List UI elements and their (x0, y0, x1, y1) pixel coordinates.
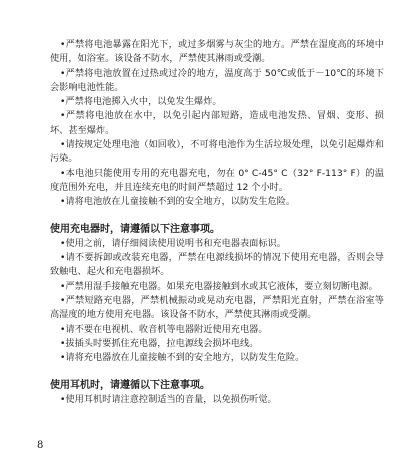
battery-item-7: •请将电池放在儿童接触不到的安全地方，以防发生危险。 (60, 196, 296, 208)
charger-item-6: •拔插头时要抓住充电器，拉电源线会损坏电线。 (60, 337, 259, 349)
battery-item-4: •严禁将电池放在水中，以免引起内部短路，造成电池发热、冒烟、变形、损坏、甚至爆炸。 (50, 110, 384, 136)
battery-item-2: •严禁将电池放置在过热或过冷的地方，温度高于 50℃或低于－10℃的环境下会影响电池性能。 (50, 67, 384, 93)
charger-item-5: •请不要在电视机、收音机等电器附近使用充电器。 (60, 323, 268, 335)
battery-item-6: •本电池只能使用专用的充电器充电，勿在 0° C-45° C（32° F-113° F）的温度范围外充电，并且连续充电的时间严禁超过 12 个小时。 (50, 167, 384, 193)
charger-item-7: •请将充电器放在儿童接触不到的安全地方，以防发生危险。 (60, 352, 305, 364)
earphone-heading: 使用耳机时，请遵循以下注意事项。 (50, 379, 210, 391)
charger-item-2: •请不要拆卸或改装充电器，严禁在电源线损坏的情况下使用充电器，否则会导致触电、起火和充电器损坏。 (50, 252, 384, 278)
manual-page (50, 38, 384, 407)
charger-precautions (50, 223, 384, 366)
charger-item-3: •严禁用湿手接触充电器。如果充电器接触到水或其它液体，要立刻切断电源。 (60, 280, 378, 292)
page-number: 8 (37, 440, 44, 451)
section-gap (50, 366, 384, 379)
charger-heading: 使用充电器时，请遵循以下注意事项。 (50, 223, 220, 235)
battery-precautions (50, 38, 384, 210)
charger-item-1: •使用之前，请仔细阅读使用说明书和充电器表面标识。 (60, 237, 286, 249)
earphone-item-1: •使用耳机时请注意控制适当的音量，以免损伤听觉。 (60, 393, 277, 405)
battery-item-1: •严禁将电池暴露在阳光下，或过多烟雾与灰尘的地方。严禁在湿度高的环境中使用，如浴室。该设备不防水，严禁使其淋雨或受潮。 (50, 39, 384, 65)
battery-item-3: •严禁将电池掷入火中，以免发生爆炸。 (60, 96, 222, 108)
charger-item-4: •严禁短路充电器，严禁机械振动或晃动充电器，严禁阳光直射，严禁在浴室等高湿度的地方使用充电器。该设备不防水，严禁使其淋雨或受潮。 (50, 295, 384, 321)
earphone-precautions (50, 379, 384, 408)
section-gap (50, 210, 384, 223)
battery-item-5: •请按规定处理电池（如回收），不可将电池作为生活垃圾处理，以免引起爆炸和污染。 (50, 139, 384, 165)
